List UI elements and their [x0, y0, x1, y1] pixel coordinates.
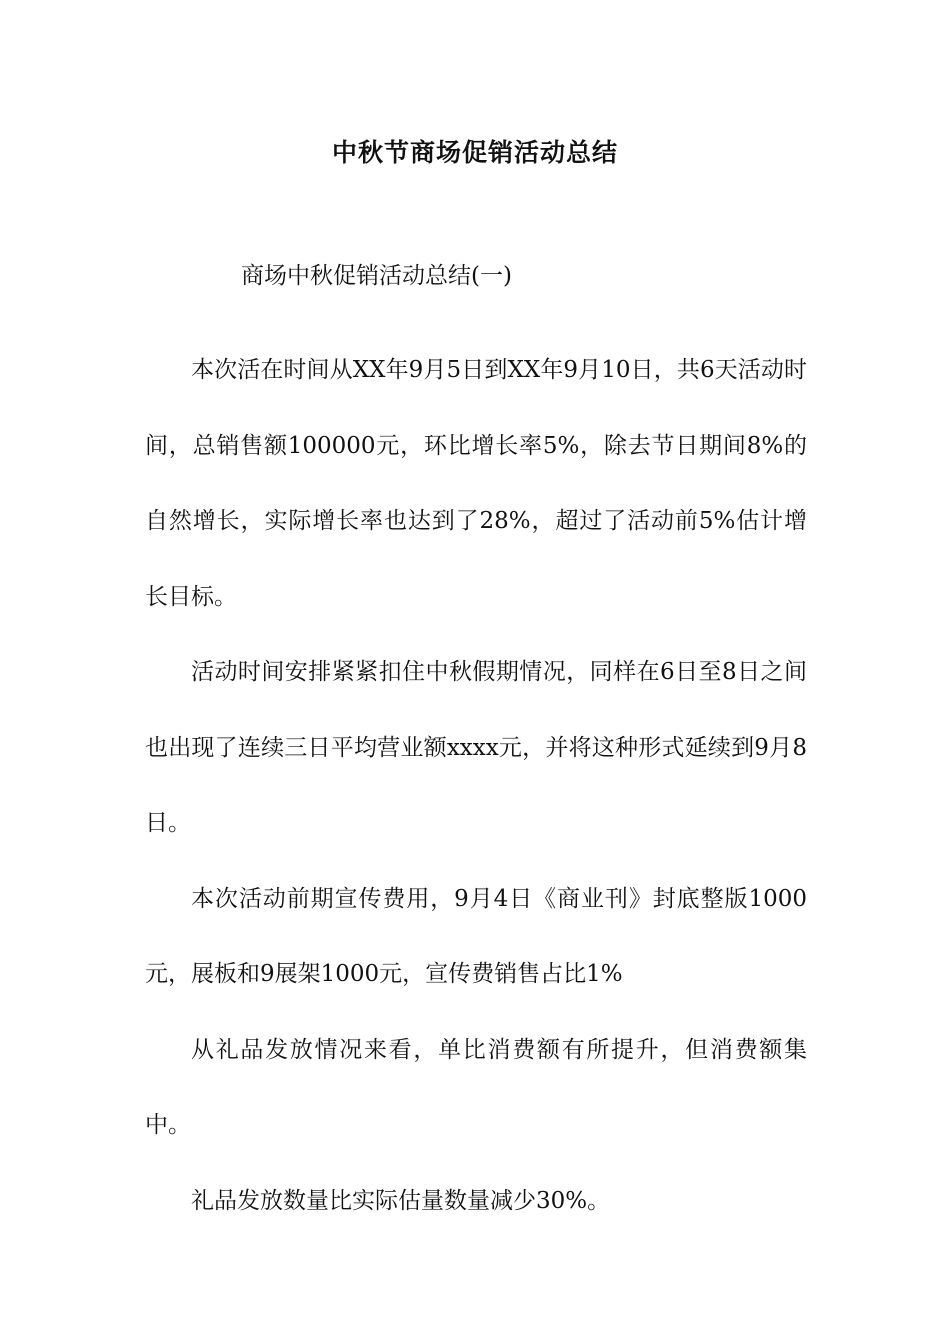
document-title: 中秋节商场促销活动总结: [331, 138, 618, 167]
paragraph-schedule: 活动时间安排紧紧扣住中秋假期情况，同样在6日至8日之间也出现了连续三日平均营业额xxxx元，并将这种形式延续到9月8日。: [145, 659, 807, 836]
paragraph-sales-summary: 本次活在时间从XX年9月5日到XX年9月10日，共6天活动时间，总销售额100000元，环比增长率5%，除去节日期间8%的自然增长，实际增长率也达到了28%，超过了活动前5%估计增长目标。: [145, 357, 807, 610]
document-body: [145, 333, 807, 1239]
paragraph-promotion-cost: 本次活动前期宣传费用，9月4日《商业刊》封底整版1000元，展板和9展架1000元，宣传费销售占比1%: [145, 885, 807, 987]
document-subtitle: 商场中秋促销活动总结(一): [241, 263, 512, 289]
paragraph-gift-distribution: 从礼品发放情况来看，单比消费额有所提升，但消费额集中。: [145, 1036, 807, 1138]
paragraph-gift-quantity: 礼品发放数量比实际估量数量减少30%。: [191, 1187, 611, 1214]
